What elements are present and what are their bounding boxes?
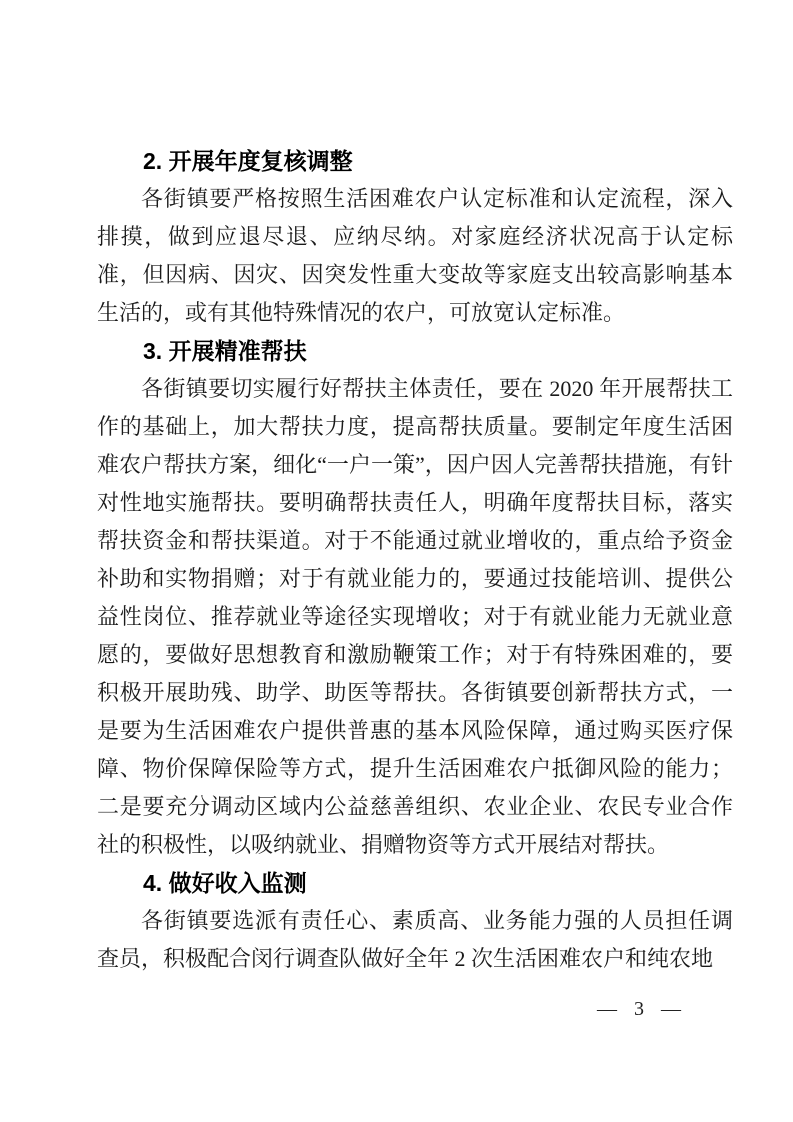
document-body xyxy=(97,142,733,978)
section-paragraph: 各街镇要切实履行好帮扶主体责任，要在 2020 年开展帮扶工作的基础上，加大帮扶力度，提高帮扶质量。要制定年度生活困难农户帮扶方案，细化“一户一策”，因户因人完善帮扶措施，有针对性地实施帮扶。要明确帮扶责任人，明确年度帮扶目标，落实帮扶资金和帮扶渠道。对于不能通过就业增收的，重点给予资金补助和实物捐赠；对于有就业能力的，要通过技能培训、提供公益性岗位、推荐就业等途径实现增收；对于有就业能力无就业意愿的，要做好思想教育和激励鞭策工作；对于有特殊困难的，要积极开展助残、助学、助医等帮扶。各街镇要创新帮扶方式，一是要为生活困难农户提供普惠的基本风险保障，通过购买医疗保障、物价保障保险等方式，提升生活困难农户抵御风险的能力；二是要充分调动区域内公益慈善组织、农业企业、农民专业合作社的积极性，以吸纳就业、捐赠物资等方式开展结对帮扶。 xyxy=(97,376,733,857)
section-paragraph: 各街镇要选派有责任心、素质高、业务能力强的人员担任调查员，积极配合闵行调查队做好全年 2 次生活困难农户和纯农地 xyxy=(97,908,733,971)
section-heading-income-monitoring: 4. 做好收入监测 xyxy=(143,870,307,896)
section-paragraph: 各街镇要严格按照生活困难农户认定标准和认定流程，深入排摸，做到应退尽退、应纳尽纳。对家庭经济状况高于认定标准，但因病、因灾、因突发性重大变故等家庭支出较高影响基本生活的，或有其他特殊情况的农户，可放宽认定标准。 xyxy=(97,186,733,325)
section-heading-targeted-assistance: 3. 开展精准帮扶 xyxy=(143,338,307,364)
page-number: — 3 — xyxy=(597,998,681,1020)
section-heading-annual-review: 2. 开展年度复核调整 xyxy=(143,148,353,174)
